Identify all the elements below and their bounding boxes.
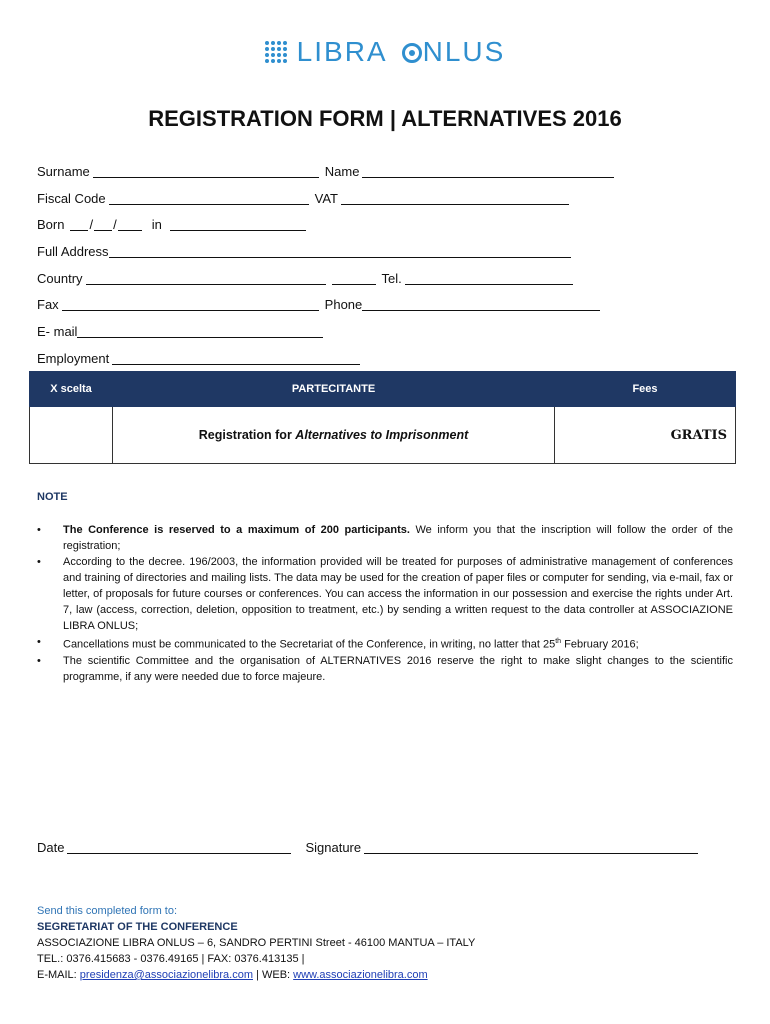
birthplace-field[interactable]	[170, 218, 306, 231]
phones: TEL.: 0376.415683 - 0376.49165 | FAX: 0376.413135 |	[37, 953, 305, 965]
name-label: Name	[324, 163, 360, 179]
row-country-tel	[37, 265, 737, 292]
row-fax-phone	[37, 291, 737, 318]
footer	[37, 903, 475, 983]
full-address-field[interactable]	[109, 245, 571, 258]
registration-fields	[37, 158, 737, 372]
date-field[interactable]	[67, 841, 291, 854]
libra-onlus-logo	[0, 36, 770, 68]
list-item: • The scientific Committee and the organisation of ALTERNATIVES 2016 reserve the right to make slight changes to the scientific programme, if any were needed due to force majeure.	[37, 653, 733, 685]
born-day-field[interactable]	[70, 218, 88, 231]
table-row	[30, 407, 736, 464]
country-label: Country	[37, 270, 83, 286]
list-item: • According to the decree. 196/2003, the information provided will be treated for purposes of administrative management of conferences and training of directories and mailing lists. The data may be used for the creation of paper files or computer for sending, via e-mail, fax or letter, of proposals for future courses or conferences. You can access the information in our possession and exercise the rights under Art. 7, law (access, correction, deletion, opposition to treatment, etc.) by sending a written request to the data controller at ASSOCIAZIONE LIBRA ONLUS;	[37, 554, 733, 634]
choice-cell[interactable]	[30, 407, 113, 464]
header-choice: X scelta	[30, 372, 113, 407]
full-address-label: Full Address	[37, 243, 109, 259]
secretariat-title: SEGRETARIAT OF THE CONFERENCE	[37, 921, 238, 933]
fiscal-code-label: Fiscal Code	[37, 190, 106, 206]
registration-type-cell: Registration for Alternatives to Imprisonment	[113, 407, 555, 464]
born-month-field[interactable]	[94, 218, 112, 231]
email-field[interactable]	[77, 325, 323, 338]
born-label: Born	[37, 217, 65, 233]
row-born: Born / / in	[37, 211, 737, 238]
surname-label: Surname	[37, 163, 90, 179]
born-year-field[interactable]	[118, 218, 142, 231]
country-extra-field[interactable]	[332, 272, 376, 285]
signature-field[interactable]	[364, 841, 698, 854]
fax-label: Fax	[37, 297, 59, 313]
row-address	[37, 238, 737, 265]
tel-field[interactable]	[405, 272, 573, 285]
fax-field[interactable]	[62, 298, 319, 311]
country-field[interactable]	[86, 272, 326, 285]
vat-label: VAT	[314, 190, 338, 206]
notes-list	[37, 522, 733, 685]
fee-cell: GRATIS	[555, 407, 736, 464]
registration-type-italic: Alternatives to Imprisonment	[295, 428, 469, 442]
name-field[interactable]	[362, 165, 614, 178]
web-link[interactable]: www.associazionelibra.com	[293, 969, 428, 981]
vat-field[interactable]	[341, 192, 569, 205]
table-header-row	[30, 372, 736, 407]
note-bold: The Conference is reserved to a maximum of 200 participants.	[63, 524, 410, 536]
dots-icon	[265, 41, 287, 63]
signature-label: Signature	[305, 840, 362, 855]
tel-label: Tel.	[381, 270, 402, 286]
date-label: Date	[37, 840, 65, 855]
page-title: REGISTRATION FORM | ALTERNATIVES 2016	[148, 106, 622, 131]
signature-row	[37, 840, 704, 855]
row-email	[37, 318, 737, 345]
note-title: NOTE	[37, 491, 68, 503]
logo-text-onlus: NLUS	[422, 36, 506, 67]
contact-line: E-MAIL: presidenza@associazionelibra.com | WEB: www.associazionelibra.com	[37, 969, 428, 981]
send-instruction: Send this completed form to:	[37, 905, 178, 917]
list-item: • Cancellations must be communicated to the Secretariat of the Conference, in writing, no latter that 25th February 2016;	[37, 634, 733, 653]
employment-field[interactable]	[112, 352, 360, 365]
logo-text-libra: LIBRA	[296, 36, 388, 67]
surname-field[interactable]	[93, 165, 319, 178]
row-employment	[37, 345, 737, 372]
registration-table	[29, 371, 736, 464]
in-label: in	[151, 217, 162, 233]
row-fiscal-vat	[37, 185, 737, 212]
header-participant: PARTECITANTE	[113, 372, 555, 407]
header-fees: Fees	[555, 372, 736, 407]
row-surname-name	[37, 158, 737, 185]
fiscal-code-field[interactable]	[109, 192, 309, 205]
address: ASSOCIAZIONE LIBRA ONLUS – 6, SANDRO PERTINI Street - 46100 MANTUA – ITALY	[37, 937, 476, 949]
phone-field[interactable]	[362, 298, 600, 311]
eye-icon	[402, 43, 422, 63]
phone-label: Phone	[324, 297, 363, 313]
employment-label: Employment	[37, 350, 110, 366]
list-item: • The Conference is reserved to a maximum of 200 participants. We inform you that the inscription will follow the order of the registration;	[37, 522, 733, 554]
email-label: E- mail	[37, 323, 78, 339]
email-link[interactable]: presidenza@associazionelibra.com	[79, 969, 253, 981]
